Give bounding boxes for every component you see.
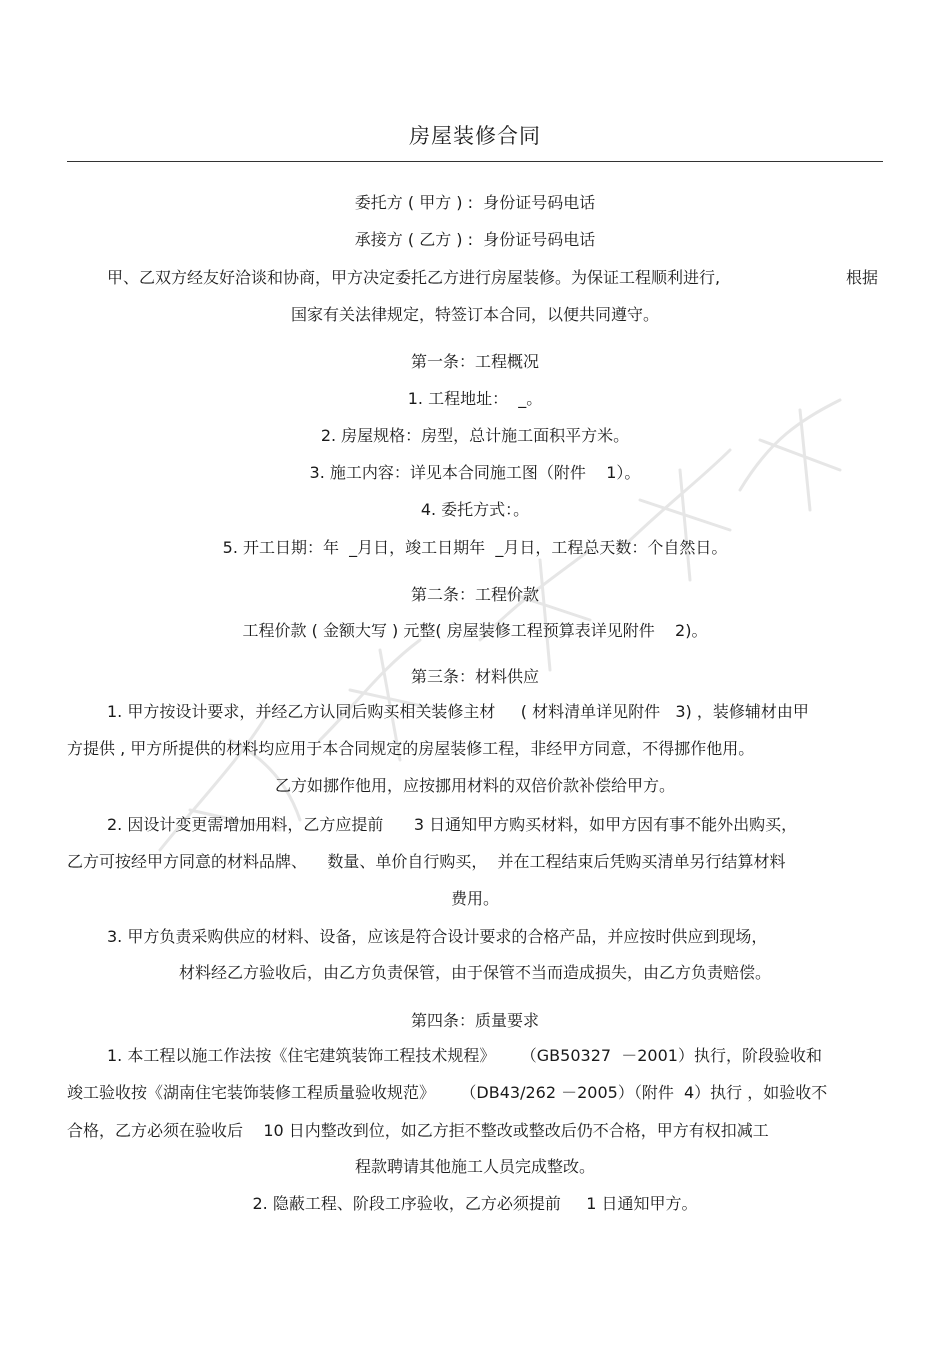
article-4-heading: 第四条：质量要求 xyxy=(410,1011,539,1030)
article-4-p1-line-1: 1. 本工程以施工作法按《住宅建筑装饰工程技术规程》 （GB50327 －2001）执行，阶段验收和 xyxy=(107,1046,822,1065)
article-1-item-2: 2. 房屋规格：房型，总计施工面积平方米。 xyxy=(320,426,630,445)
title-divider xyxy=(67,161,883,162)
article-2-heading: 第二条：工程价款 xyxy=(410,585,539,604)
article-3-p2-line-1: 2. 因设计变更需增加用料，乙方应提前 3 日通知甲方购买材料，如甲方因有事不能外出购买， xyxy=(107,815,798,834)
article-1-heading: 第一条：工程概况 xyxy=(410,352,539,371)
article-1-item-3: 3. 施工内容：详见本合同施工图（附件 1）。 xyxy=(309,463,641,482)
article-3-p2-line-2: 乙方可按经甲方同意的材料品牌、 数量、单价自行购买， 并在工程结束后凭购买清单另行结算材料 xyxy=(67,852,786,871)
article-4-p1-line-2: 竣工验收按《湖南住宅装饰装修工程质量验收规范》 （DB43/262 －2005）（附件 4）执行 ，如验收不 xyxy=(67,1083,828,1102)
article-3-p1-line-3: 乙方如挪作他用，应按挪用材料的双倍价款补偿给甲方。 xyxy=(274,776,675,795)
article-2-text: 工程价款 ( 金额大写 ) 元整( 房屋装修工程预算表详见附件 2)。 xyxy=(242,621,708,640)
article-3-p3-line-2: 材料经乙方验收后，由乙方负责保管，由于保管不当而造成损失，由乙方负责赔偿。 xyxy=(178,963,771,982)
article-1-item-4: 4. 委托方式：。 xyxy=(420,500,530,519)
document-title: 房屋装修合同 xyxy=(409,124,541,148)
preamble-line-1: 甲、乙双方经友好洽谈和协商，甲方决定委托乙方进行房屋装修。为保证工程顺利进行, xyxy=(107,268,721,287)
article-3-p1-line-2: 方提供 , 甲方所提供的材料均应用于本合同规定的房屋装修工程，非经甲方同意，不得挪作他用。 xyxy=(67,739,755,758)
party-a-line: 委托方 ( 甲方 ) : 身份证号码电话 xyxy=(354,193,596,212)
article-3-heading: 第三条：材料供应 xyxy=(410,667,539,686)
article-1-item-1: 1. 工程地址： _。 xyxy=(407,389,543,408)
article-4-p2: 2. 隐蔽工程、阶段工序验收，乙方必须提前 1 日通知甲方。 xyxy=(252,1194,698,1213)
article-4-p1-line-4: 程款聘请其他施工人员完成整改。 xyxy=(354,1157,595,1176)
article-3-p2-line-3: 费用。 xyxy=(450,889,499,908)
preamble-line-1-end: 根据 xyxy=(846,268,879,287)
party-b-line: 承接方 ( 乙方 ) : 身份证号码电话 xyxy=(354,230,596,249)
article-1-item-5: 5. 开工日期：年 _月日，竣工日期年 _月日，工程总天数：个自然日。 xyxy=(222,538,728,557)
article-3-p3-line-1: 3. 甲方负责采购供应的材料、设备，应该是符合设计要求的合格产品，并应按时供应到现场， xyxy=(107,927,768,946)
article-3-p1-line-1: 1. 甲方按设计要求，并经乙方认同后购买相关装修主材 ( 材料清单详见附件 3) ，装修辅材由甲 xyxy=(107,702,809,721)
article-4-p1-line-3: 合格，乙方必须在验收后 10 日内整改到位，如乙方拒不整改或整改后仍不合格，甲方有权扣减工 xyxy=(67,1121,769,1140)
preamble-line-2: 国家有关法律规定，特签订本合同，以便共同遵守。 xyxy=(290,305,659,324)
